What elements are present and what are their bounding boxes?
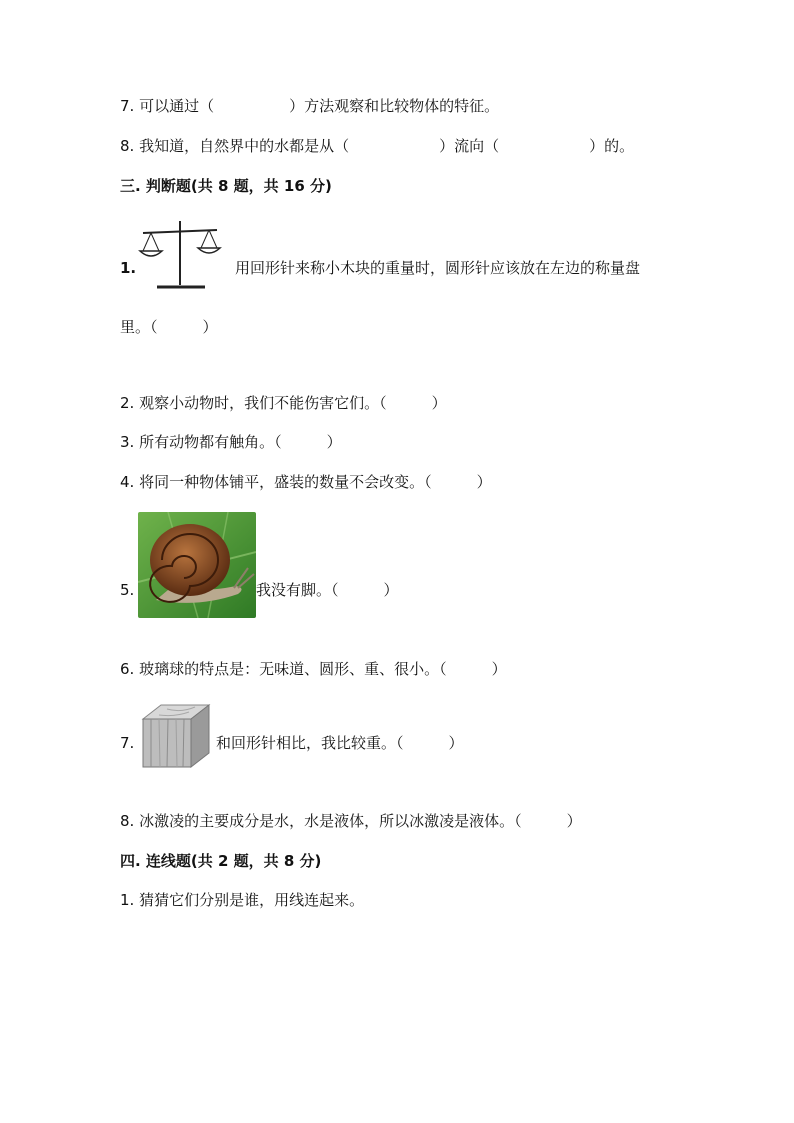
judgment-q7-number: 7. (120, 734, 135, 752)
matching-q1: 1. 猜猜它们分别是谁，用线连起来。 (120, 891, 365, 909)
judgment-q5-number: 5. (120, 581, 135, 599)
judgment-q1-number: 1. (120, 259, 137, 277)
judgment-q1-text-cont: 里。（ ） (120, 318, 218, 336)
judgment-q6: 6. 玻璃球的特点是：无味道、圆形、重、很小。（ ） (120, 660, 507, 678)
judgment-q7-text: 和回形针相比，我比较重。（ ） (216, 734, 464, 752)
judgment-q2: 2. 观察小动物时，我们不能伤害它们。（ ） (120, 394, 447, 412)
snail-image (138, 512, 256, 618)
balance-scale-image (137, 219, 223, 291)
section-title-matching: 四. 连线题(共 2 题，共 8 分) (120, 852, 322, 870)
judgment-q5-text: 我没有脚。（ ） (256, 581, 399, 599)
judgment-q1-text: 用回形针来称小木块的重量时，圆形针应该放在左边的称量盘 (235, 259, 641, 277)
wood-block-image (137, 703, 211, 769)
judgment-q3: 3. 所有动物都有触角。（ ） (120, 433, 342, 451)
section-title-judgment: 三. 判断题(共 8 题，共 16 分) (120, 177, 332, 195)
fill-blank-q8: 8. 我知道，自然界中的水都是从（ ）流向（ ）的。 (120, 137, 635, 155)
judgment-q8: 8. 冰激凌的主要成分是水，水是液体，所以冰激凌是液体。（ ） (120, 812, 582, 830)
judgment-q4: 4. 将同一种物体铺平，盛装的数量不会改变。（ ） (120, 473, 492, 491)
fill-blank-q7: 7. 可以通过（ ）方法观察和比较物体的特征。 (120, 97, 500, 115)
